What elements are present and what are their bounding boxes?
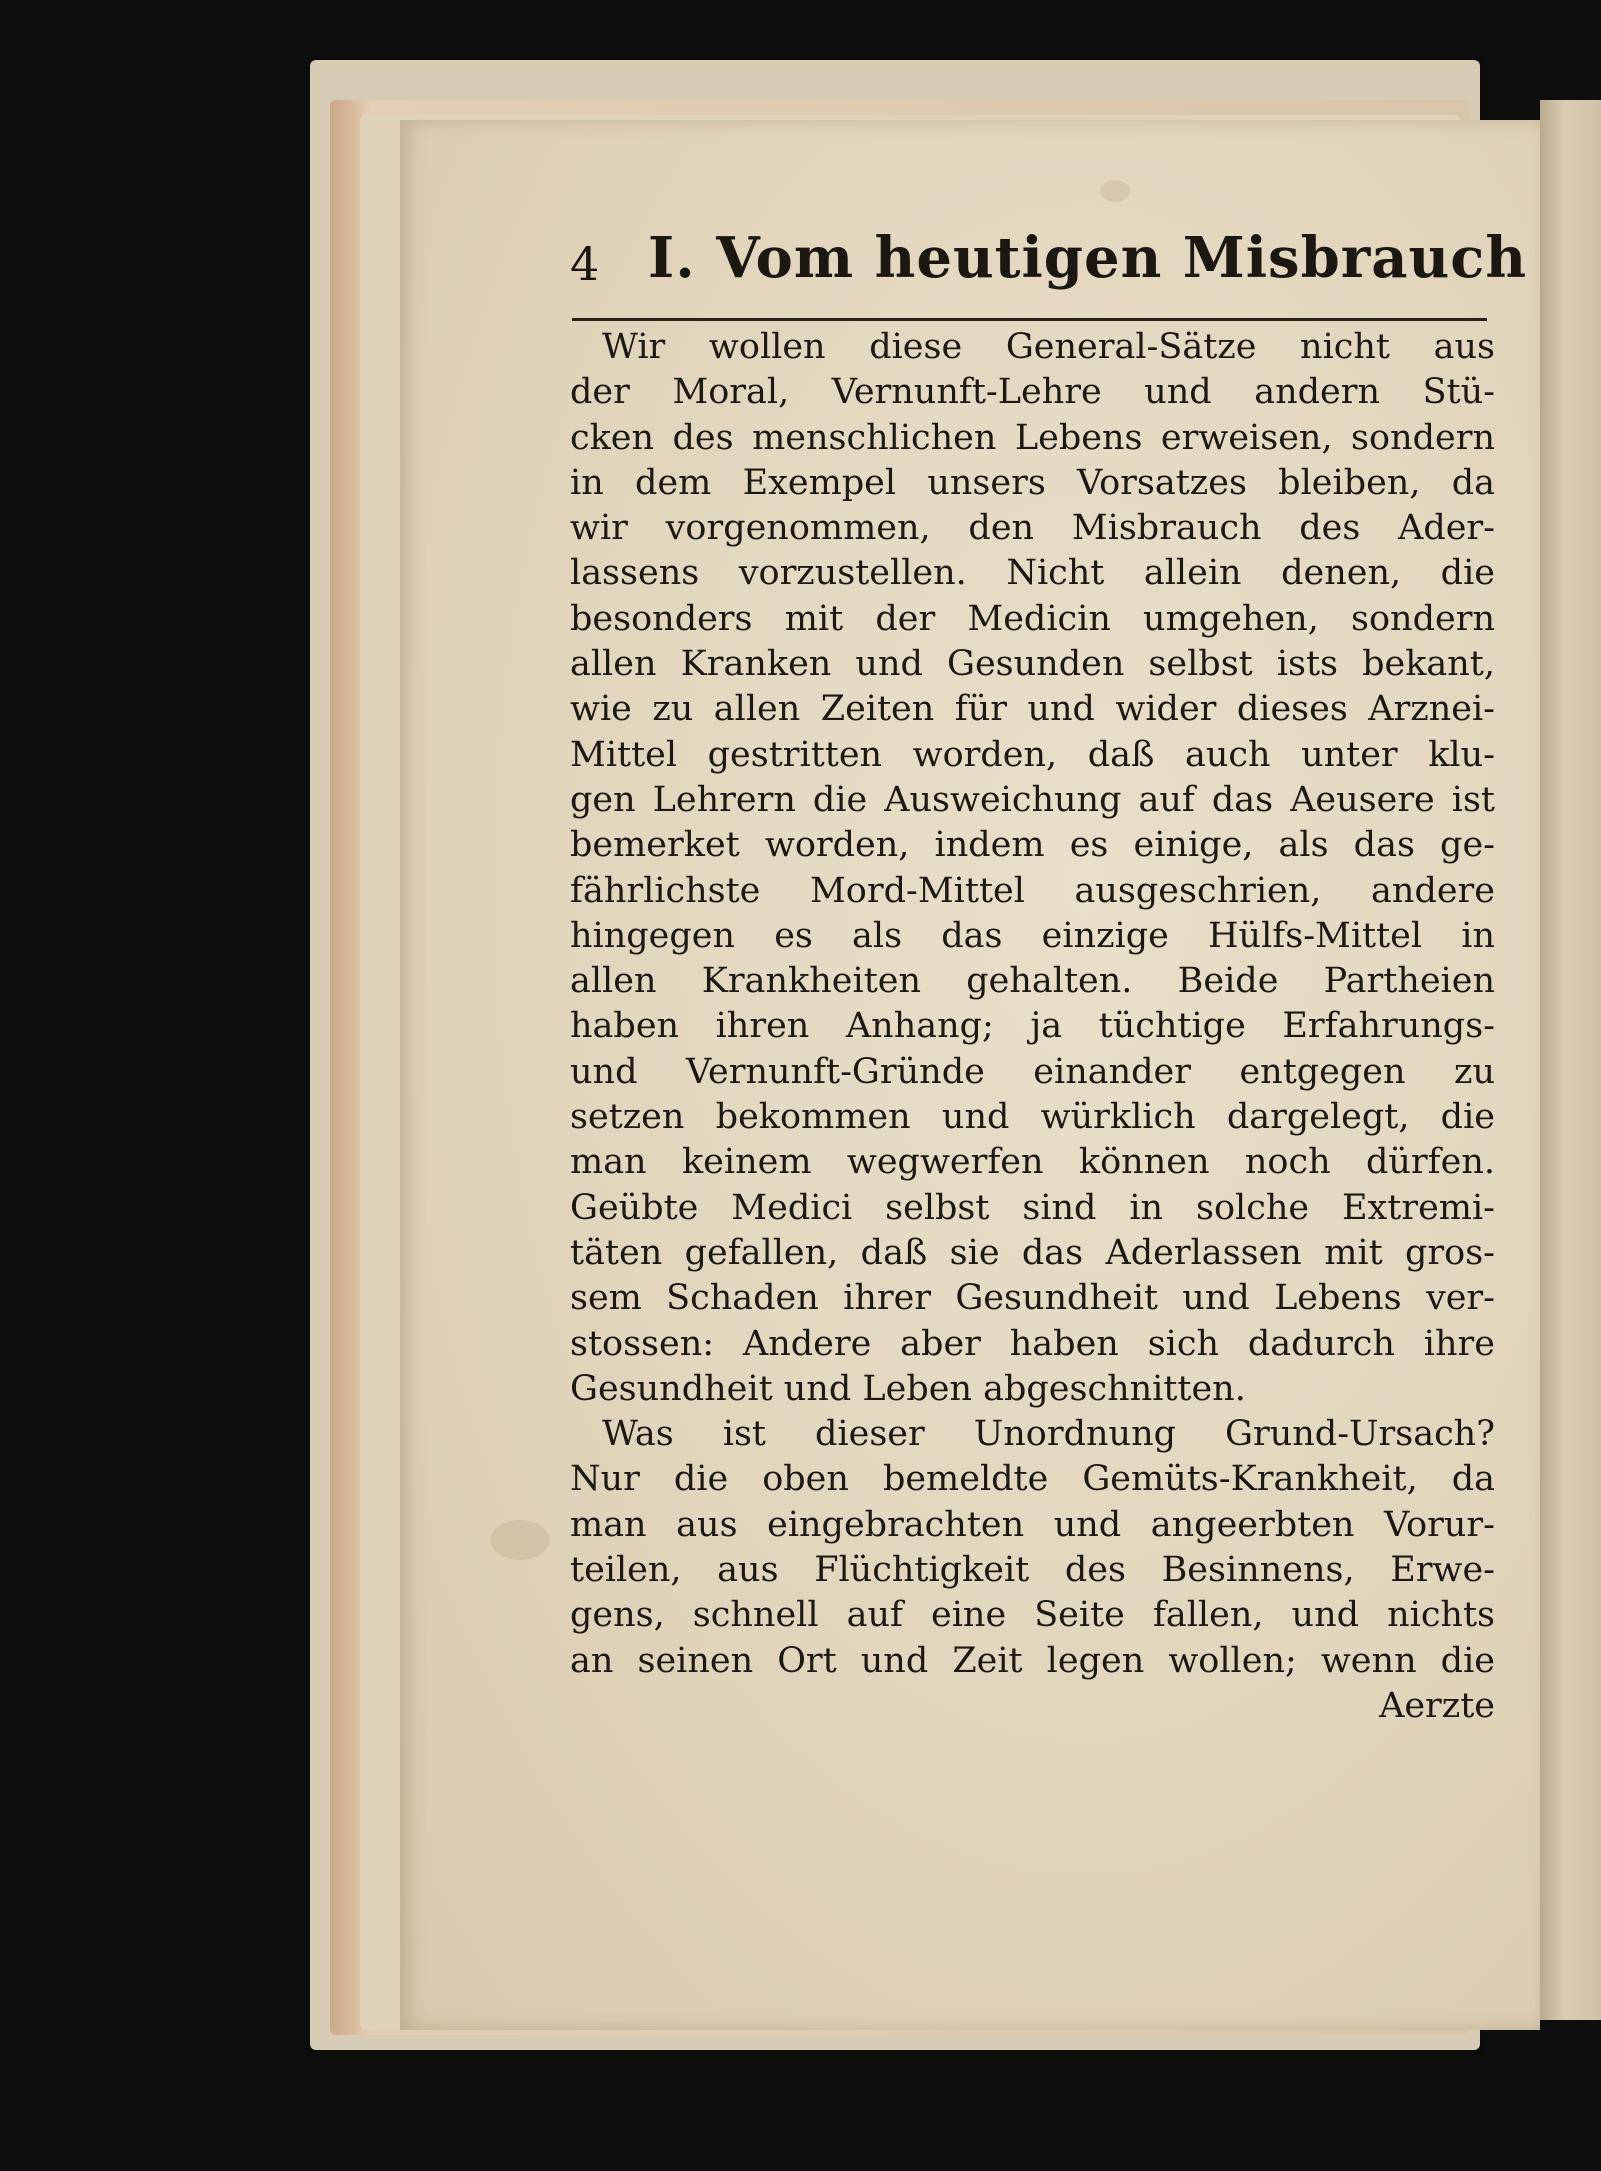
- text-line: teilen, aus Flüchtigkeit des Besinnens, Erwe-: [570, 1550, 1495, 1591]
- text-line: wir vorgenommen, den Misbrauch des Ader-: [570, 508, 1495, 549]
- catchword: Aerzte: [1379, 1685, 1495, 1726]
- text-line: lassens vorzustellen. Nicht allein denen, die: [570, 553, 1495, 594]
- text-line: Mittel gestritten worden, daß auch unter klu-: [570, 734, 1495, 775]
- text-line: Geübte Medici selbst sind in solche Extremi-: [570, 1187, 1495, 1228]
- text-line: hingegen es als das einzige Hülfs-Mittel in: [570, 915, 1495, 956]
- body-text: [570, 325, 1495, 1729]
- text-line: Nur die oben bemeldte Gemüts-Krankheit, da: [570, 1459, 1495, 1500]
- foxing-spot: [1100, 180, 1130, 202]
- running-head: I. Vom heutigen Misbrauch: [648, 225, 1528, 291]
- text-line: Wir wollen diese General-Sätze nicht aus: [602, 327, 1495, 367]
- text-line: bemerket worden, indem es einige, als das ge-: [570, 825, 1495, 866]
- book-page: [400, 120, 1540, 2030]
- facing-page-gutter: [1540, 100, 1601, 2020]
- page-header: [570, 225, 1528, 305]
- text-line: sem Schaden ihrer Gesundheit und Lebens ver-: [570, 1278, 1495, 1319]
- text-line: haben ihren Anhang; ja tüchtige Erfahrungs-: [570, 1006, 1495, 1047]
- text-line: setzen bekommen und würklich dargelegt, die: [570, 1097, 1495, 1138]
- text-line: man aus eingebrachten und angeerbten Vorur-: [570, 1504, 1495, 1545]
- text-line: allen Krankheiten gehalten. Beide Partheien: [570, 961, 1495, 1002]
- header-rule: [572, 318, 1487, 321]
- text-line: täten gefallen, daß sie das Aderlassen mit gros-: [570, 1232, 1495, 1273]
- text-line: der Moral, Vernunft-Lehre und andern Stü-: [570, 372, 1495, 413]
- text-line: stossen: Andere aber haben sich dadurch ihre: [570, 1323, 1495, 1364]
- text-line: in dem Exempel unsers Vorsatzes bleiben, da: [570, 462, 1495, 503]
- text-line: allen Kranken und Gesunden selbst ists bekant,: [570, 644, 1495, 685]
- text-line: besonders mit der Medicin umgehen, sondern: [570, 598, 1495, 639]
- text-line: gen Lehrern die Ausweichung auf das Aeusere ist: [570, 779, 1495, 820]
- text-line: Was ist dieser Unordnung Grund-Ursach?: [602, 1414, 1495, 1455]
- text-line: gens, schnell auf eine Seite fallen, und nichts: [570, 1595, 1495, 1636]
- text-line: an seinen Ort und Zeit legen wollen; wenn die: [570, 1640, 1495, 1681]
- text-line: wie zu allen Zeiten für und wider dieses Arznei-: [570, 689, 1495, 730]
- text-line: Gesundheit und Leben abgeschnitten.: [570, 1368, 1246, 1409]
- text-line: fährlichste Mord-Mittel ausgeschrien, andere: [570, 870, 1495, 911]
- foxing-spot: [490, 1520, 550, 1560]
- text-line: cken des menschlichen Lebens erweisen, sondern: [570, 417, 1495, 458]
- page-number: 4: [570, 237, 600, 291]
- text-line: man keinem wegwerfen können noch dürfen.: [570, 1142, 1495, 1183]
- text-line: und Vernunft-Gründe einander entgegen zu: [570, 1051, 1495, 1092]
